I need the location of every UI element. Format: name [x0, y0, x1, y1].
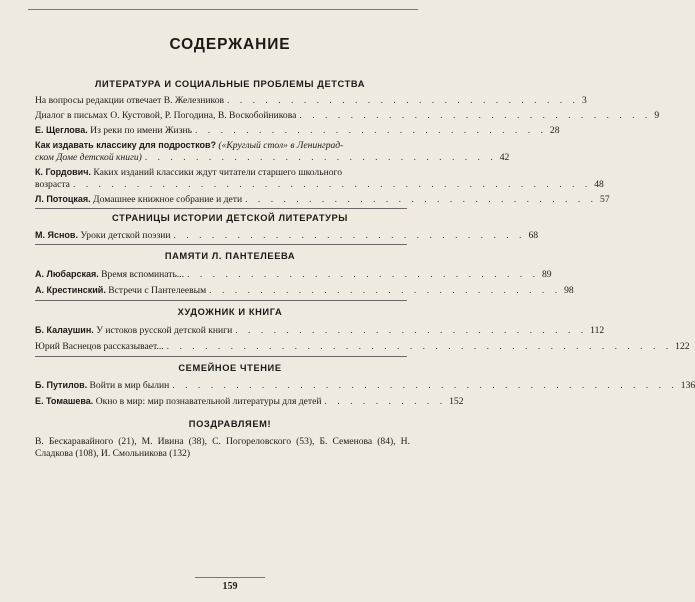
toc-entry-putilov[interactable] — [35, 380, 695, 392]
section-divider — [35, 208, 407, 209]
toc-entry-author: Е. Томашева. — [35, 396, 94, 406]
toc-entry-dialog-in-letters[interactable] — [35, 110, 660, 122]
toc-entry-page: 68 — [528, 230, 539, 241]
page-title: СОДЕРЖАНИЕ — [169, 36, 291, 53]
toc-entry-page: 48 — [594, 178, 604, 190]
toc-entry-text: Из реки по имени Жизнь — [90, 125, 192, 136]
toc-entry-author: Б. Путилов. — [35, 380, 88, 390]
bottom-rule — [195, 577, 265, 578]
toc-entry-page: 98 — [564, 285, 574, 296]
toc-entry-author: Е. Щеглова. — [35, 125, 88, 135]
toc-entry-continuation: возраста — [35, 178, 70, 190]
toc-entry-shcheglova[interactable] — [35, 125, 560, 137]
dot-leader: . . . . . . . . . . . . . . . . . . . . . . . . . . . . . . . . . . . . . . . . — [166, 341, 673, 352]
toc-entry-gordovich[interactable] — [35, 167, 604, 190]
toc-entry-text: Время вспоминать... — [101, 269, 185, 280]
toc-entry-page: 152 — [449, 396, 464, 407]
dot-leader: . . . . . . . . . . — [324, 396, 447, 407]
toc-entry-text: Диалог в письмах О. Кустовой, Р. Погодина, В. Воскобойникова — [35, 110, 297, 121]
toc-entry-pototskaya[interactable] — [35, 194, 610, 206]
toc-entry-kalaushin[interactable] — [35, 325, 605, 337]
toc-entry-krestinsky[interactable] — [35, 285, 574, 297]
toc-entry-author: А. Любарская. — [35, 269, 99, 279]
toc-entry-lyubarskaya[interactable] — [35, 269, 552, 281]
section-heading-family-reading: СЕМЕЙНОЕ ЧТЕНИЕ — [178, 363, 282, 373]
toc-entry-text: На вопросы редакции отвечает В. Железников — [35, 95, 225, 106]
dot-leader: . . . . . . . . . . . . . . . . . . . . . . . . . . . . — [173, 230, 526, 241]
dot-leader: . . . . . . . . . . . . . . . . . . . . . . . . . . . . — [195, 125, 547, 136]
toc-entry-page: 136 — [680, 380, 695, 391]
dot-leader: . . . . . . . . . . . . . . . . . . . . . . . . . . . . . . . . . . . . . . . . . — [72, 178, 592, 190]
dot-leader: . . . . . . . . . . . . . . . . . . . . . . . . . . . . — [245, 194, 598, 205]
dot-leader: . . . . . . . . . . . . . . . . . . . . . . . . . . . . — [235, 325, 588, 336]
dot-leader: . . . . . . . . . . . . . . . . . . . . . . . . . . . . — [227, 95, 579, 106]
toc-entry-author: К. Гордович. — [35, 167, 91, 177]
section-heading-artist-and-book: ХУДОЖНИК И КНИГА — [177, 307, 283, 317]
dot-leader: . . . . . . . . . . . . . . . . . . . . . . . . . . . . — [144, 151, 497, 163]
section-heading-history: СТРАНИЦЫ ИСТОРИИ ДЕТСКОЙ ЛИТЕРАТУРЫ — [112, 213, 348, 223]
toc-entry-text: Войти в мир былин — [89, 380, 170, 391]
congratulations-list: В. Бескаравайного (21), М. Ивина (38), С. Погореловского (53), Б. Семенова (84), Н. Сладкова (108), И. Смольникова (132) — [35, 436, 410, 459]
toc-entry-page: 3 — [581, 95, 587, 106]
toc-entry-page: 122 — [675, 341, 690, 352]
page-number: 159 — [222, 581, 238, 592]
toc-entry-author: Л. Потоцкая. — [35, 194, 91, 204]
toc-entry-text: Каких изданий классики ждут читатели старшего школьного — [93, 167, 343, 178]
toc-entry-text: Окно в мир: мир познавательной литературы для детей — [95, 396, 322, 407]
toc-entry-page: 9 — [654, 110, 660, 121]
toc-entry-page: 89 — [541, 269, 552, 280]
section-heading-panteleev-memorial: ПАМЯТИ Л. ПАНТЕЛЕЕВА — [164, 251, 296, 261]
dot-leader: . . . . . . . . . . . . . . . . . . . . . . . . . . . . — [187, 269, 539, 280]
section-heading-congratulations: ПОЗДРАВЛЯЕМ! — [188, 419, 272, 429]
section-heading-literature-and-social-problems: ЛИТЕРАТУРА И СОЦИАЛЬНЫЕ ПРОБЛЕМЫ ДЕТСТВА — [94, 79, 366, 89]
top-rule — [28, 9, 418, 10]
toc-entry-zheleznikov[interactable] — [35, 95, 587, 107]
toc-entry-page: 112 — [590, 325, 605, 336]
toc-entry-page: 28 — [549, 125, 560, 136]
dot-leader: . . . . . . . . . . . . . . . . . . . . . . . . . . . . . . . . . . . . . . . . — [172, 380, 678, 391]
toc-entry-text: («Круглый стол» в Ленинград- — [218, 140, 344, 151]
toc-entry-author: Как издавать классику для подростков? — [35, 140, 217, 150]
section-divider — [35, 244, 407, 245]
toc-entry-text: Уроки детской поэзии — [80, 230, 171, 241]
toc-entry-vasnetsov[interactable] — [35, 341, 690, 353]
section-divider — [35, 356, 407, 357]
toc-entry-yasnov[interactable] — [35, 230, 539, 242]
toc-entry-text: Юрий Васнецов рассказывает... — [35, 341, 164, 352]
dot-leader: . . . . . . . . . . . . . . . . . . . . . . . . . . . . — [209, 285, 562, 296]
toc-entry-page: 57 — [600, 194, 610, 205]
dot-leader: . . . . . . . . . . . . . . . . . . . . . . . . . . . . — [299, 110, 652, 121]
section-divider — [35, 300, 407, 301]
toc-entry-continuation: ском Доме детской книги) — [35, 151, 142, 163]
toc-entry-author: Б. Калаушин. — [35, 325, 94, 335]
toc-entry-classics-for-teens[interactable] — [35, 140, 510, 163]
toc-entry-text: Домашнее книжное собрание и дети — [93, 194, 243, 205]
toc-entry-page: 42 — [499, 151, 510, 163]
toc-entry-tomasheva[interactable] — [35, 396, 464, 408]
toc-entry-author: А. Крестинский. — [35, 285, 106, 295]
toc-entry-text: У истоков русской детской книги — [96, 325, 233, 336]
toc-entry-author: М. Яснов. — [35, 230, 78, 240]
toc-entry-text: Встречи с Пантелеевым — [108, 285, 207, 296]
